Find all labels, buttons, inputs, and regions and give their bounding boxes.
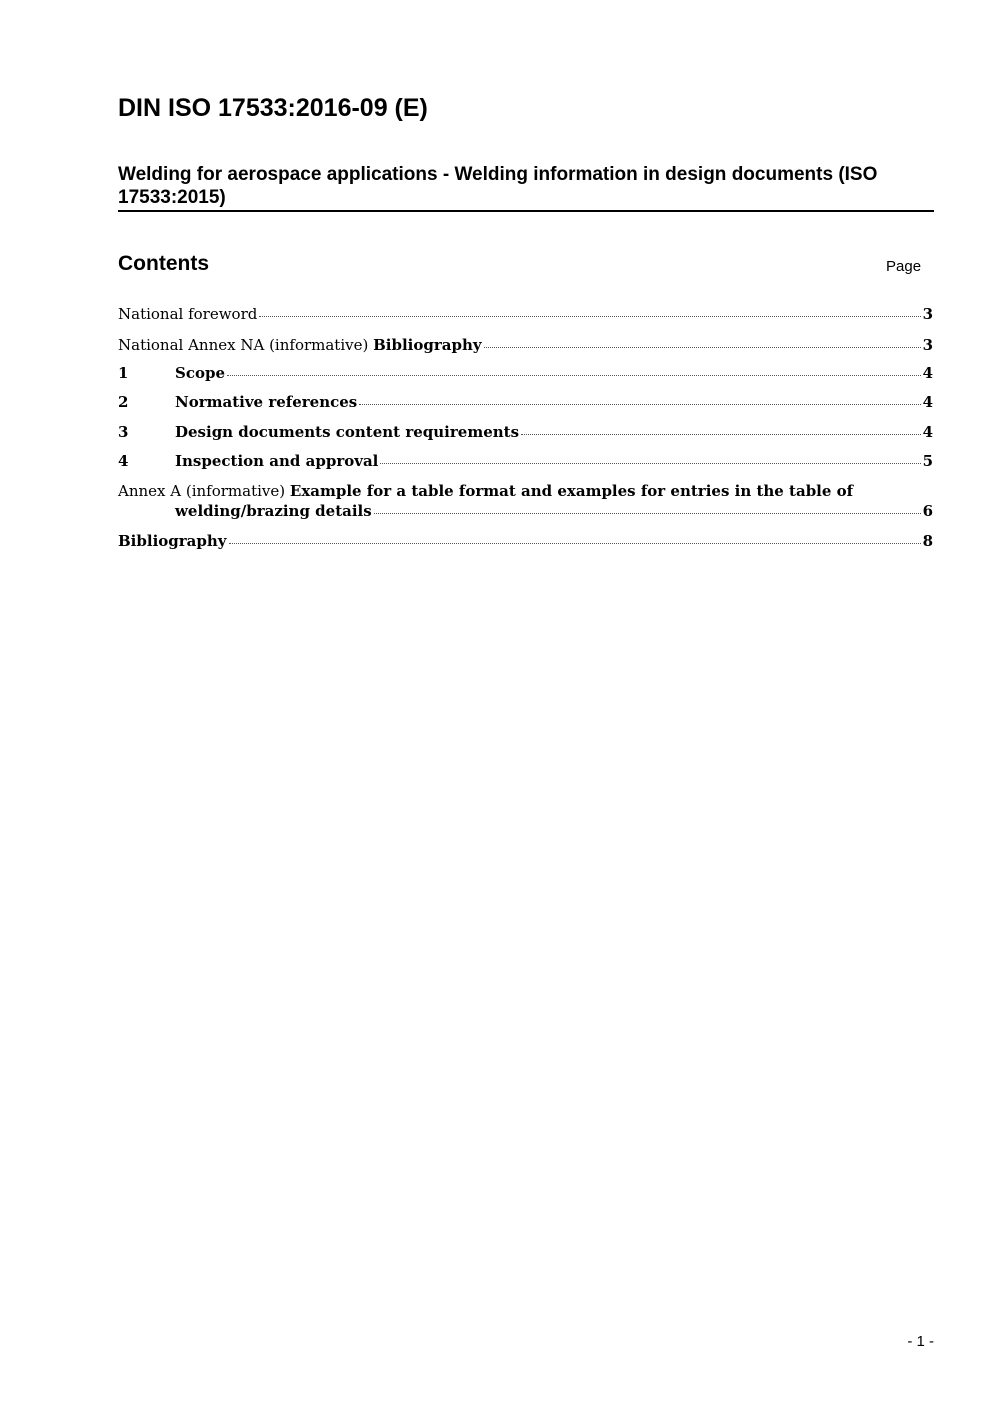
toc-entry-page: 4 xyxy=(922,393,933,411)
document-subtitle: Welding for aerospace applications - Welding information in design documents (ISO 17533:2015) xyxy=(118,164,878,208)
toc-entry-label: Inspection and approval xyxy=(175,452,379,470)
toc-entry-number: 4 xyxy=(118,452,129,470)
page-column-heading: Page xyxy=(886,258,922,275)
toc-dot-leader xyxy=(359,390,920,405)
toc-entry-label xyxy=(118,334,482,356)
toc-entry-page: 3 xyxy=(922,305,933,323)
toc-entry-page: 5 xyxy=(922,452,933,470)
toc-dot-leader xyxy=(227,361,921,376)
toc-entry-label-prefix: National Annex NA (informative) xyxy=(118,336,374,354)
toc-entry-normative-references[interactable] xyxy=(118,391,933,413)
toc-entry-national-foreword[interactable] xyxy=(118,303,933,325)
toc-dot-leader xyxy=(521,420,921,435)
page-footer-number: - 1 - xyxy=(907,1333,934,1350)
toc-dot-leader xyxy=(259,302,920,317)
toc-entry-number: 1 xyxy=(118,364,129,382)
toc-entry-label: Normative references xyxy=(175,393,358,411)
toc-entry-label-continuation: welding/brazing details xyxy=(175,502,372,520)
toc-entry-bibliography[interactable] xyxy=(118,530,933,552)
toc-entry-annex-a-line2 xyxy=(175,500,933,522)
title-rule xyxy=(118,210,934,212)
toc-entry-national-annex[interactable] xyxy=(118,334,933,356)
toc-entry-label: Bibliography xyxy=(118,532,227,550)
toc-dot-leader xyxy=(484,333,921,348)
toc-entry-scope[interactable] xyxy=(118,362,933,384)
toc-entry-label-title: Bibliography xyxy=(373,336,482,354)
toc-entry-page: 8 xyxy=(922,532,933,550)
document-id: DIN ISO 17533:2016-09 (E) xyxy=(118,94,428,122)
toc-entry-page: 3 xyxy=(922,336,933,354)
toc-entry-label-prefix: Annex A (informative) xyxy=(118,482,290,500)
toc-entry-label: Design documents content requirements xyxy=(175,423,520,441)
toc-entry-label: National foreword xyxy=(118,305,258,323)
toc-dot-leader xyxy=(229,529,921,544)
toc-entry-page: 6 xyxy=(922,502,933,520)
toc-entry-label: Scope xyxy=(175,364,226,382)
toc-entry-number: 2 xyxy=(118,393,129,411)
toc-entry-number: 3 xyxy=(118,423,129,441)
contents-heading: Contents xyxy=(118,252,209,275)
toc-dot-leader xyxy=(380,449,920,464)
toc-entry-label-title: Example for a table format and examples for entries in the table of xyxy=(289,482,854,500)
toc-entry-page: 4 xyxy=(922,364,933,382)
toc-entry-page: 4 xyxy=(922,423,933,441)
toc-entry-inspection-approval[interactable] xyxy=(118,450,933,472)
toc-entry-design-documents[interactable] xyxy=(118,421,933,443)
toc-dot-leader xyxy=(374,499,921,514)
